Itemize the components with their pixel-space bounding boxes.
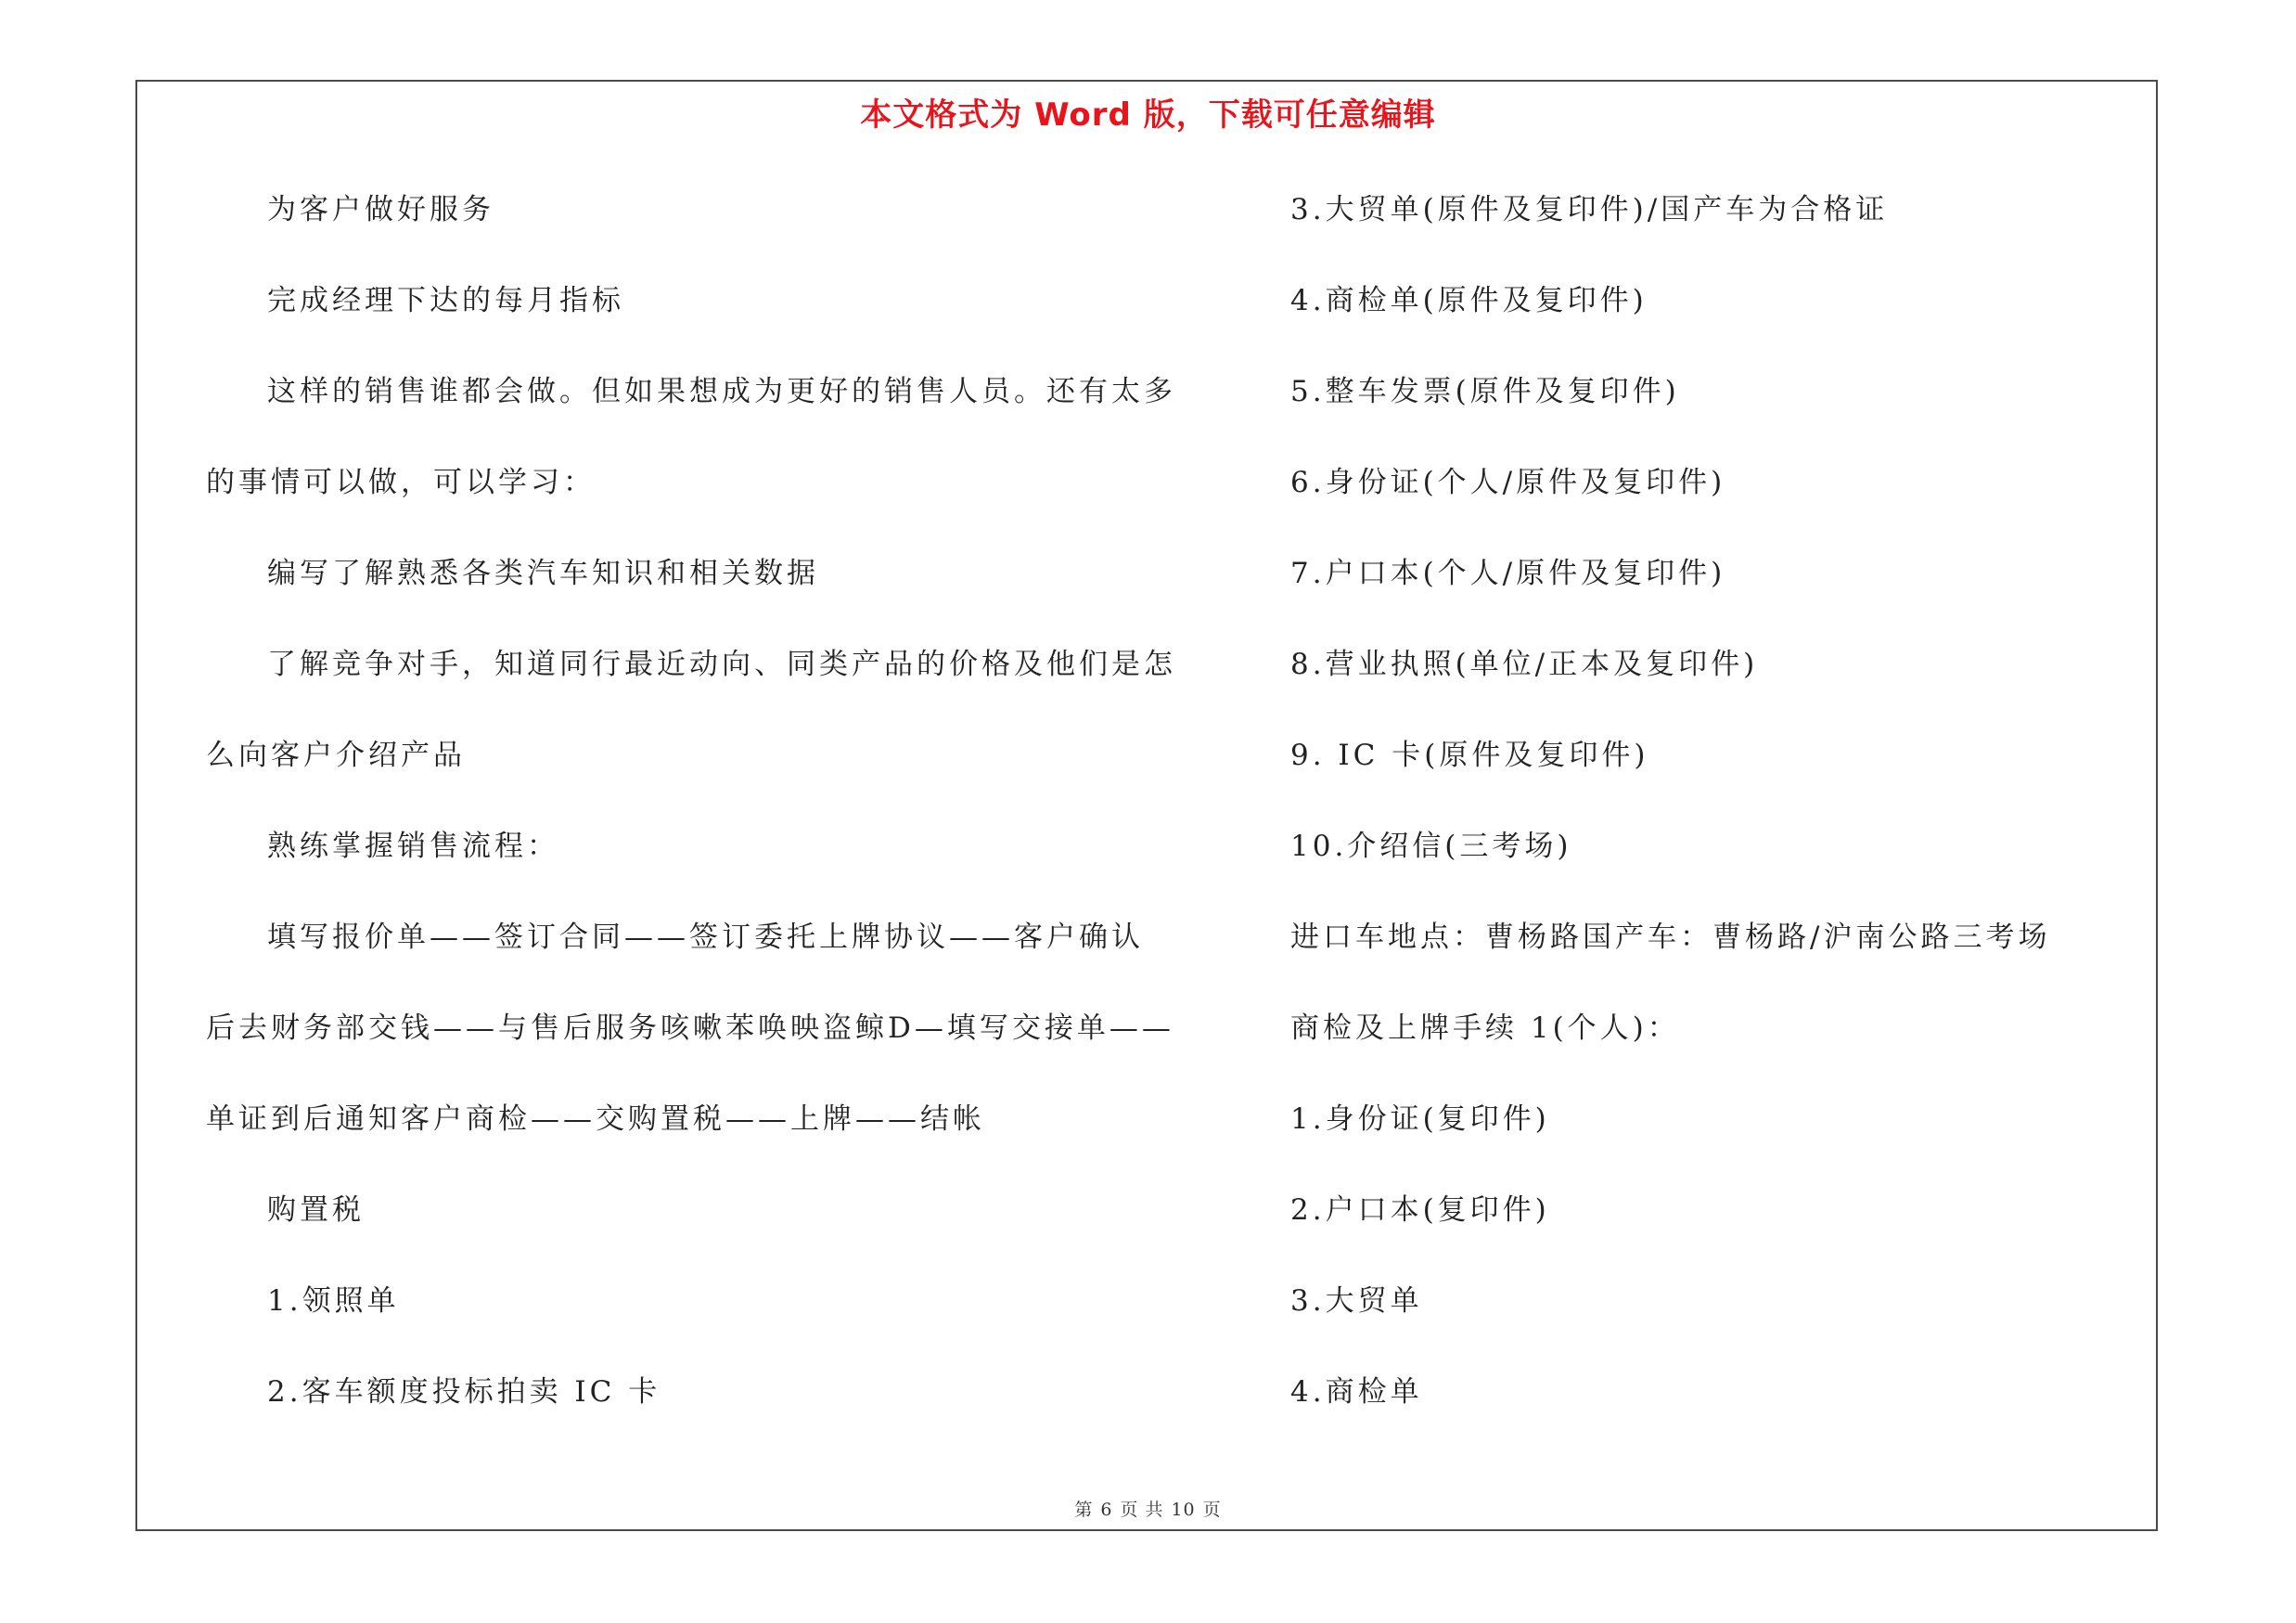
- paragraph-line: 为客户做好服务: [267, 193, 494, 226]
- paragraph-line: 单证到后通知客户商检——交购置税——上牌——结帐: [206, 1102, 985, 1136]
- footer-total-pages: 10: [1171, 1500, 1196, 1520]
- list-item: 5.整车发票(原件及复印件): [1290, 375, 1680, 408]
- list-item: 2.户口本(复印件): [1290, 1193, 1550, 1227]
- list-item: 10.介绍信(三考场): [1290, 830, 1572, 863]
- footer-prefix: 第: [1074, 1500, 1094, 1520]
- paragraph-line: 后去财务部交钱——与售后服务咳嗽苯唤映盗鲸D—填写交接单——: [206, 1011, 1174, 1045]
- section-heading: 商检及上牌手续 1(个人)：: [1290, 1011, 1680, 1045]
- left-column: [206, 181, 1176, 1454]
- list-item: 3.大贸单: [1290, 1284, 1423, 1318]
- paragraph-line: 填写报价单——签订合同——签订委托上牌协议——客户确认: [267, 921, 1144, 954]
- paragraph-line: 编写了解熟悉各类汽车知识和相关数据: [267, 557, 819, 590]
- list-item: 9. IC 卡(原件及复印件): [1290, 739, 1649, 772]
- format-banner: 本文格式为 Word 版，下载可任意编辑: [860, 97, 1436, 134]
- list-item: 1.领照单: [267, 1284, 400, 1318]
- paragraph-line: 进口车地点：曹杨路国产车：曹杨路/沪南公路三考场: [1290, 921, 2051, 954]
- paragraph-line: 购置税: [267, 1193, 365, 1227]
- list-item: 4.商检单(原件及复印件): [1290, 284, 1648, 317]
- footer-suffix: 页: [1202, 1500, 1222, 1520]
- paragraph-line: 了解竞争对手，知道同行最近动向、同类产品的价格及他们是怎: [267, 648, 1176, 681]
- right-column: [1290, 181, 2125, 1454]
- list-item: 8.营业执照(单位/正本及复印件): [1290, 648, 1759, 681]
- footer-middle: 页 共: [1120, 1500, 1164, 1520]
- paragraph-line: 的事情可以做，可以学习：: [206, 466, 596, 499]
- list-item: 7.户口本(个人/原件及复印件): [1290, 557, 1726, 590]
- list-item: 4.商检单: [1290, 1375, 1423, 1409]
- footer-page-number: 6: [1100, 1500, 1113, 1520]
- list-item: 3.大贸单(原件及复印件)/国产车为合格证: [1290, 193, 1889, 226]
- list-item: 2.客车额度投标拍卖 IC 卡: [267, 1375, 661, 1409]
- list-item: 6.身份证(个人/原件及复印件): [1290, 466, 1726, 499]
- page-footer: [0, 1496, 2296, 1521]
- paragraph-line: 熟练掌握销售流程：: [267, 830, 559, 863]
- paragraph-line: 完成经理下达的每月指标: [267, 284, 624, 317]
- paragraph-line: 么向客户介绍产品: [206, 739, 466, 772]
- list-item: 1.身份证(复印件): [1290, 1102, 1550, 1136]
- paragraph-line: 这样的销售谁都会做。但如果想成为更好的销售人员。还有太多: [267, 375, 1176, 408]
